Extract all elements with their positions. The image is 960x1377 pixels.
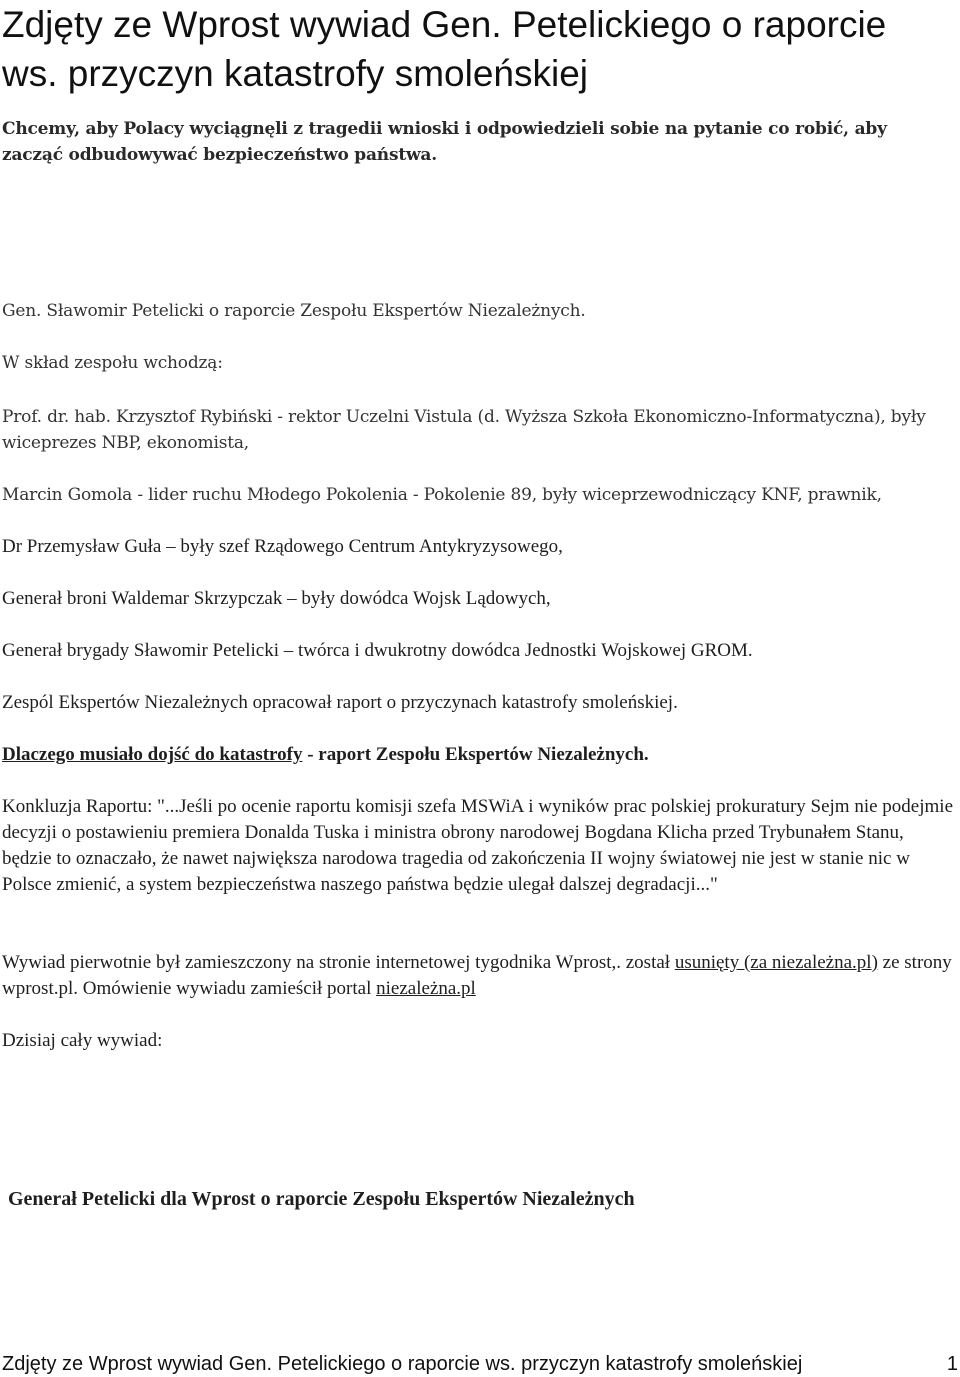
member-gula: Dr Przemysław Guła – były szef Rządowego Centrum Antykryzysowego, xyxy=(2,536,563,557)
report-line-rest: - raport Zespołu Ekspertów Niezależnych. xyxy=(302,744,649,765)
niezalezna-link[interactable]: niezależna.pl xyxy=(376,978,476,999)
page-footer xyxy=(2,1351,958,1377)
intro-paragraph: Gen. Sławomir Petelicki o raporcie Zespołu Ekspertów Niezależnych. xyxy=(2,301,586,321)
report-sentence: Zespól Ekspertów Niezależnych opracował raport o przyczynach katastrofy smoleńskiej. xyxy=(2,692,678,713)
team-heading: W skład zespołu wchodzą: xyxy=(2,353,223,373)
lead-paragraph: Chcemy, aby Polacy wyciągnęli z tragedii wnioski i odpowiedzieli sobie na pytanie co robić, aby zacząć odbudowywać bezpieczeństwo państwa. xyxy=(2,119,887,165)
page-title: Zdjęty ze Wprost wywiad Gen. Petelickiego o raporcie ws. przyczyn katastrofy smoleńskiej xyxy=(2,4,887,94)
member-petelicki: Generał brygady Sławomir Petelicki – twórca i dwukrotny dowódca Jednostki Wojskowej GROM. xyxy=(2,640,753,661)
today-paragraph: Dzisiaj cały wywiad: xyxy=(2,1030,163,1051)
video-title: Generał Petelicki dla Wprost o raporcie Zespołu Ekspertów Niezależnych xyxy=(8,1188,635,1210)
member-gomola: Marcin Gomola - lider ruchu Młodego Pokolenia - Pokolenie 89, były wiceprzewodniczący KNF, prawnik, xyxy=(2,485,882,505)
source-text-2: ze strony wprost.pl. Omówienie wywiadu zamieścił portal xyxy=(2,952,952,999)
source-paragraph xyxy=(2,950,957,1002)
page-number: 1 xyxy=(946,1353,958,1375)
member-skrzypczak: Generał broni Waldemar Skrzypczak – były dowódca Wojsk Lądowych, xyxy=(2,588,551,609)
conclusion-paragraph: Konkluzja Raportu: "...Jeśli po ocenie raportu komisji szefa MSWiA i wyników prac polskiej prokuratury Sejm nie podejmie decyzji o postawieniu premiera Donalda Tuska i ministra obrony narodowej Bogdana Klicha przed Trybunałem Stanu, będzie to oznaczało, że nawet największa narodowa tragedia od zakończenia II wojny światowej nie jest w stanie nic w Polsce zmienić, a system bezpieczeństwa naszego państwa będzie ulegał dalszej degradacji..." xyxy=(2,796,954,895)
member-rybinski: Prof. dr. hab. Krzysztof Rybiński - rektor Uczelni Vistula (d. Wyższa Szkoła Ekonomiczno-Informatyczna), były wiceprezes NBP, ekonomista, xyxy=(2,407,926,453)
removed-link[interactable]: usunięty (za niezależna.pl) xyxy=(674,952,878,973)
report-line xyxy=(2,742,957,768)
footer-title: Zdjęty ze Wprost wywiad Gen. Petelickiego o raporcie ws. przyczyn katastrofy smoleńskiej xyxy=(2,1353,803,1375)
source-text-1: Wywiad pierwotnie był zamieszczony na stronie internetowej tygodnika Wprost,. został xyxy=(2,952,675,973)
report-link[interactable]: Dlaczego musiało dojść do katastrofy xyxy=(2,744,303,765)
